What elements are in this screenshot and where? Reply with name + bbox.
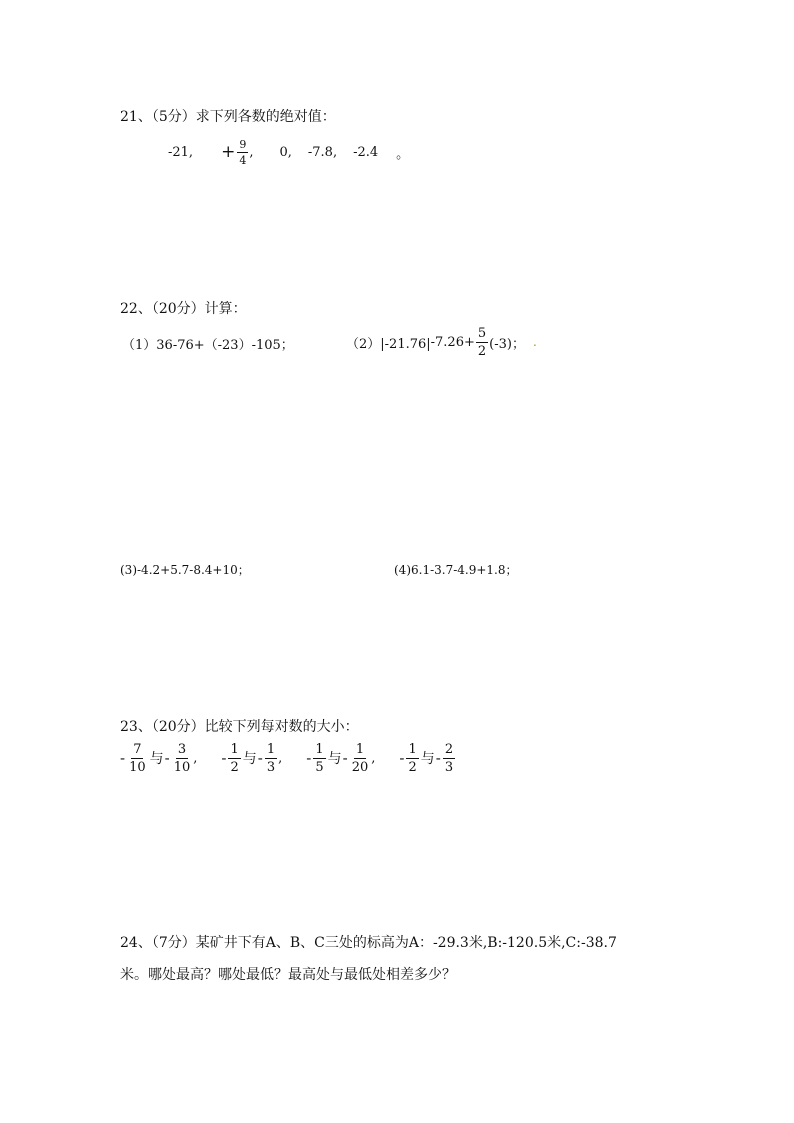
q21-value-5: -2.4 [353,144,379,160]
q22-part3: (3)-4.2+5.7-8.4+10； [120,563,250,577]
q24-line-1: 24、（7分）某矿井下有A、B、C三处的标高为A：-29.3米,B:-120.5米,C:-38.7 [120,935,617,951]
q21-comma: , [249,144,254,160]
q22-part2-suffix: (-3)； [489,336,525,352]
q23-pair-4-fraction-b [443,743,455,774]
q21-period: 。 [396,146,410,162]
q21-value-3: 0, [279,144,292,160]
q22-part2-mark: . [532,335,537,349]
q23-pair-3-end: , [371,750,376,766]
q23-pair-1-minus-b: - [164,749,170,767]
q21-value-4: -7.8, [307,144,338,160]
q23-pair-1-conj: 与 [149,751,164,767]
denominator: 2 [408,759,417,775]
denominator: 20 [351,759,369,775]
numerator: 3 [177,741,187,757]
q23-pair-3-minus-b: - [342,749,348,767]
q23-pair-1-minus-a: - [120,749,126,767]
q23-pair-1-fraction-a [127,743,148,774]
q23-pair-3-fraction-a [313,743,325,774]
denominator: 3 [266,759,276,775]
numerator: 1 [266,741,276,757]
q23-pair-3 [306,743,375,774]
numerator: 1 [315,741,324,757]
denominator: 10 [129,759,146,775]
denominator: 3 [444,759,454,775]
q23-pair-2-minus-a: - [221,749,227,767]
q22-part4: (4)6.1-3.7-4.9+1.8； [394,563,518,577]
q23-pair-4-conj: 与 [420,751,435,767]
denominator: 5 [315,759,324,775]
q23-pair-4 [399,743,456,774]
q22-title: 22、（20分）计算： [120,301,247,317]
q23-pair-3-conj: 与 [327,751,342,767]
q21-fraction [237,139,248,166]
q23-pair-1-end: , [193,750,198,766]
q22-part2-mid: -7.26+ [430,334,475,350]
q23-pair-2-fraction-a [228,743,240,774]
numerator: 2 [444,741,454,757]
q23-pair-2-end: , [278,750,283,766]
q22-part2-numerator: 5 [477,325,487,341]
denominator: 2 [230,759,239,775]
q24-line-2: 米。哪处最高？哪处最低？最高处与最低处相差多少？ [120,967,456,983]
numerator: 1 [355,741,365,757]
q22-part1: （1）36-76+（-23）-105； [122,338,294,353]
q23-pair-2-conj: 与 [242,751,257,767]
q22-part2-denominator: 2 [477,343,487,359]
q22-part2-fraction [476,327,488,358]
q21-plus-sign: + [221,142,236,162]
q21-fraction-denominator: 4 [239,153,247,167]
q22-part2 [346,322,537,362]
q23-pair-1 [120,743,197,774]
q22-part2-prefix: （2）|-21.76| [346,336,431,352]
q23-pair-3-fraction-b [350,743,371,774]
q21-fraction-numerator: 9 [239,137,247,151]
q21-value-1: -21, [168,144,194,160]
q21-values [168,132,409,172]
q23-pair-2-minus-b: - [257,749,263,767]
q23-pair-1-fraction-b [172,743,193,774]
q23-pairs [120,738,480,778]
q23-pair-4-fraction-a [406,743,418,774]
q23-pair-2-fraction-b [265,743,277,774]
q23-pair-4-minus-a: - [399,749,405,767]
numerator: 1 [230,741,239,757]
denominator: 10 [173,759,191,775]
numerator: 7 [133,741,142,757]
q23-pair-4-minus-b: - [435,749,441,767]
numerator: 1 [408,741,417,757]
q23-pair-3-minus-a: - [306,749,312,767]
q23-title: 23、（20分）比较下列每对数的大小： [120,719,359,735]
q23-pair-2 [221,743,282,774]
q21-title: 21、（5分）求下列各数的绝对值： [120,109,336,125]
